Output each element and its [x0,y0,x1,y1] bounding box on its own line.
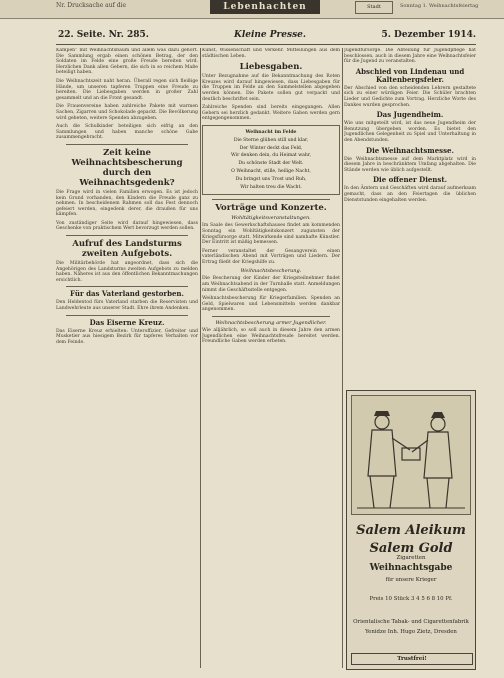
cigarette-advertisement [346,390,476,670]
soldiers-drawing [352,396,470,514]
article-text: Die Weihnachtszeit naht heran. Überall regen sich fleißige Hände, um unseren tapferen Truppen eine Freude zu bereiten. Die Liebesgaben werden in großer Zahl gesammelt und an die Front gesandt. [56,78,198,101]
article-text: Der Abschied von den scheidenden Lehrern gestaltete sich zu einer würdigen Feier. Die Schüler brachten Lieder und Gedichte zum Vortrag. Herzliche Worte des Dankes wurden gesprochen. [344,85,476,108]
article-subheading: Wohltätigkeitsveranstaltungen. [231,215,311,222]
poem-title: Weihnacht im Felde [245,129,297,135]
article-text: Ferner veranstaltet der Gesangverein einen vaterländischen Abend mit Vorträgen und Liedern. Der Ertrag fließt der Kriegshilfe zu. [202,248,340,265]
article-headline: Das Eiserne Kreuz. [89,317,165,327]
brand-name-primary: Salem Aleikum [356,523,466,538]
separator [212,199,330,200]
strip-right-text: Sonntag 1. Weihnachtsfeiertag [400,3,479,9]
strip-left-text: Nr. Drucksache auf die [56,2,127,9]
article-text: Auch die Schulkinder beteiligen sich eifrig an den Sammlungen und haben manche schöne Gabe zusammengebracht. [56,124,198,141]
ad-headline: Weihnachtsgabe [369,563,453,573]
issue-date: 5. Dezember 1914. [381,30,476,40]
separator [66,235,188,236]
article-text: Die Frage wird in vielen Familien erwogen. Es ist jedoch kein Grund vorhanden, den Kindern die Freude ganz zu nehmen. In bescheidenem Rahmen soll das Fest dennoch gefeiert werden, eingedenk derer, die draußen für uns kämpfen. [56,189,198,218]
ad-price: Preis 10 Stück 3 4 5 6 8 10 Pf. [369,596,453,602]
separator [66,315,188,316]
previous-page-strip [0,0,504,19]
trust-badge: Trustfrei! [351,653,473,665]
brand-suffix: Zigaretten [396,555,426,561]
ad-line: für unsere Krieger [385,577,437,583]
article-headline: Vorträge und Konzerte. [215,203,327,214]
poem-line: Wir halten treu die Wacht. [240,184,302,190]
article-text: Weihnachtsbescherung für Kriegerfamilien. Spenden an Geld, Spielwaren und Lebensmitteln werden dankbar angenommen. [202,296,340,313]
soldier-illustration [351,395,471,515]
page-header [56,30,476,45]
article-subheading: Weihnachtsbescherung. [240,268,302,275]
article-text: Die Bescherung der Kinder der Kriegsteilnehmer findet am Weihnachtsabend in der Turnhalle statt. Anmeldungen nimmt die Geschäftsstelle entgegen. [202,276,340,293]
article-headline: Aufruf des Landsturms zweiten Aufgebots. [72,239,182,260]
article-text: Zahlreiche Spenden sind bereits eingegangen. Allen Gebern sei herzlich gedankt. Weitere Gaben werden gern entgegengenommen. [202,105,340,122]
poem-line: Die Sterne glühen still und klar, [233,137,309,143]
poem-line: Wir denken dein, du Heimat wahr, [230,153,312,159]
poem-box [202,125,340,195]
article-text: Die Militärbehörde hat angeordnet, dass sich die Angehörigen des Landsturms zweiten Aufgebots zu melden haben. Näheres ist aus den öffentlichen Bekanntmachungen ersichtlich. [56,261,198,283]
ad-line: Yenidze Inh. Hugo Zietz, Dresden [365,629,457,635]
poem-line: Du bringst uns Trost und Ruh, [235,176,307,182]
article-text: Die Frauenvereine haben zahlreiche Pakete mit warmen Sachen, Zigarren und Schokolade gepackt. Die Bevölkerung wird gebeten, weitere Spenden abzugeben. [56,104,198,121]
article-text: Die Weihnachtsmesse auf dem Marktplatz wird in diesem Jahre in beschränktem Umfang abgehalten. Die Stände werden wie üblich aufgestellt. [344,156,476,173]
column-rule [200,48,201,668]
article-headline: Für das Vaterland gestorben. [70,289,184,299]
article-text: Wie alljährlich, so soll auch in diesem Jahre den armen Jugendlichen eine Weihnachtsfreude bereitet werden. Freundliche Gaben werden erbeten. [202,328,340,345]
brand-name-secondary: Salem Gold [369,541,453,556]
column-rule [342,48,343,668]
article-headline: Die offener Dienst. [372,175,448,185]
article-text: Im Saale des Gewerkschaftshauses findet am kommenden Sonntag ein Wohltätigkeitskonzert zugunsten der Kriegsfürsorge statt. Mitwirkende sind namhafte Künstler. Der Eintritt ist mäßig bemessen. [202,223,340,246]
article-subheading: Weihnachtsbescherung armer Jugendlicher. [215,320,327,327]
masthead: Lebenhachten [210,0,320,14]
separator [66,144,188,145]
article-text: Das Eiserne Kreuz erhielten: Unteroffizier, Gefreiter und Musketier aus hiesigem Bezirk für tapferes Verhalten vor dem Feinde. [56,328,198,345]
page-number: 22. Seite. Nr. 285. [58,30,149,40]
poem-line: O Weihnacht, stille, heilige Nacht, [231,168,311,174]
column-1 [56,48,198,668]
article-headline: Zeit keine Weihnachtsbescherung durch den Weihnachtsgedenk? [71,147,183,188]
article-text: Den Heldentod fürs Vaterland starben die Reservisten und Landwehrleute aus unserer Stadt. Ehre ihrem Andenken. [56,300,198,312]
column-2 [202,48,340,668]
article-text: Wie uns mitgeteilt wird, ist das neue Jugendheim der Benutzung übergeben worden. Es bietet den Jugendlichen Gelegenheit zu Spiel und Unterhaltung in den Abendstunden. [344,121,476,143]
article-text: Unter Bezugnahme auf die Bekanntmachung des Roten Kreuzes wird darauf hingewiesen, dass Liebesgaben für die Truppen im Felde an den Sammelstellen abgegeben werden können. Die Pakete sollen gut verpackt und deutlich beschriftet sein. [202,74,340,102]
article-headline: Liebesgaben. [239,62,303,73]
poem-line: Der Winter deckt das Feld, [239,145,303,151]
article-headline: Abschied von Lindenau und Kaltenbergsfeier. [355,66,465,84]
article-text: Jugendfürsorge. Die Abteilung für Jugendpflege hat beschlossen, auch in diesem Jahre eine Weihnachtsfeier für die Jugend zu veranstalten. [344,48,476,65]
article-headline: Die Weihnachtsmesse. [366,145,454,155]
section-title: Kleine Presse. [234,30,307,40]
strip-box: Stadt [355,1,393,14]
article-text: In den Ämtern und Geschäften wird darauf aufmerksam gemacht, dass an den Feiertagen die üblichen Dienststunden eingehalten werden. [344,186,476,203]
article-text: Kunst, Wissenschaft und Verkehr. Mitteilungen aus dem städtischen Leben. [202,48,340,59]
article-text: Von zuständiger Seite wird darauf hingewiesen, dass Geschenke von praktischem Wert bevorzugt werden sollen. [56,220,198,232]
separator [212,316,330,317]
article-text: Kampen“ mit Weihnachtsbaum und allem was dazu gehört. Die Sammlung ergab einen schönen Betrag, der den Soldaten im Felde eine große Freude bereiten wird. Herzlichen Dank allen Gebern, die sich in so reichem Maße beteiligt haben. [56,48,198,76]
poem-line: Du schönste Stadt der Welt. [238,161,304,167]
ad-line: Orientalische Tabak- und Cigarettenfabrik [353,619,469,625]
separator [66,286,188,287]
column-3 [344,48,476,388]
article-headline: Das Jugendheim. [376,110,444,120]
